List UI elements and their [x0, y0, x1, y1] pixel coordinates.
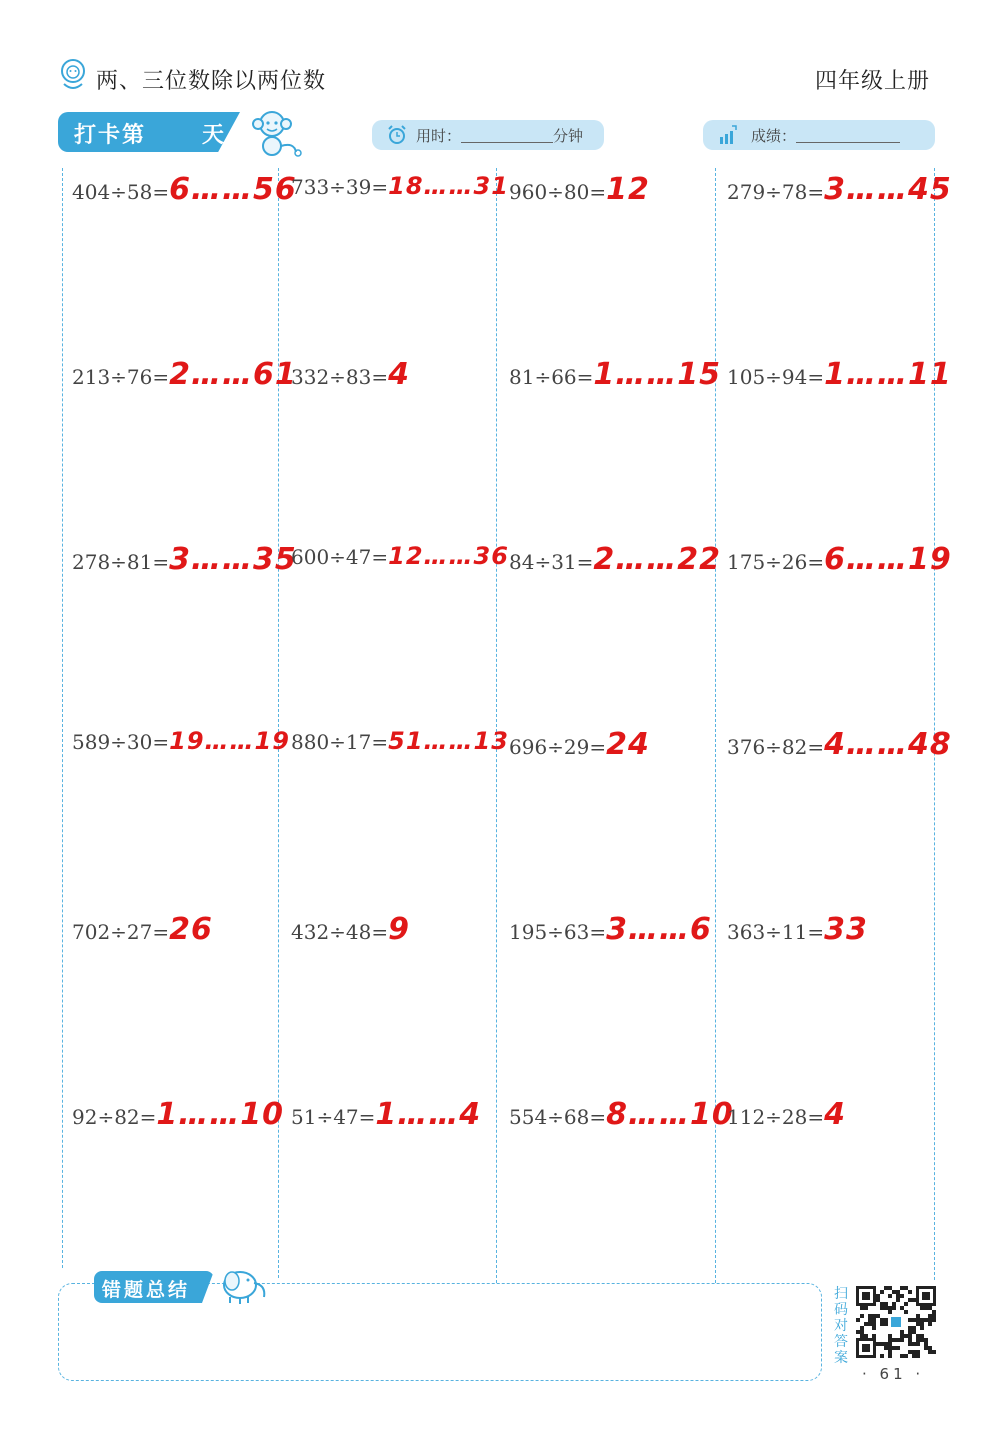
- problem-question: 960÷80=: [509, 180, 607, 204]
- problem-question: 363÷11=: [727, 920, 825, 944]
- problem-question: 404÷58=: [72, 180, 170, 204]
- handwritten-answer: 4: [824, 1097, 847, 1132]
- problem-item: [291, 542, 509, 570]
- problem-question: 81÷66=: [509, 365, 594, 389]
- handwritten-answer: 6……19: [824, 542, 952, 577]
- problem-item: [727, 1097, 846, 1132]
- problem-question: 51÷47=: [291, 1105, 376, 1129]
- handwritten-answer: 9: [388, 912, 411, 947]
- problem-question: 702÷27=: [72, 920, 170, 944]
- problem-item: [72, 727, 290, 755]
- handwritten-answer: 1……10: [156, 1097, 285, 1132]
- problem-item: [509, 727, 650, 762]
- handwritten-answer: 2……22: [593, 542, 722, 577]
- problem-question: 112÷28=: [727, 1105, 825, 1129]
- problem-question: 84÷31=: [509, 550, 594, 574]
- handwritten-answer: 4: [388, 357, 411, 392]
- problem-question: 213÷76=: [72, 365, 170, 389]
- checkin-day-suffix: 天: [202, 123, 225, 148]
- problem-item: [727, 172, 952, 207]
- problem-item: [509, 542, 721, 577]
- problem-question: 92÷82=: [72, 1105, 157, 1129]
- grid-divider: [934, 168, 935, 1280]
- handwritten-answer: 4……48: [824, 727, 952, 762]
- handwritten-answer: 24: [606, 727, 650, 762]
- problem-question: 279÷78=: [727, 180, 825, 204]
- problem-item: [291, 172, 509, 200]
- handwritten-answer: 19……19: [169, 727, 290, 755]
- problem-question: 332÷83=: [291, 365, 389, 389]
- handwritten-answer: 12……36: [388, 542, 509, 570]
- handwritten-answer: 3……45: [824, 172, 952, 207]
- handwritten-answer: 51……13: [388, 727, 509, 755]
- grid-divider: [62, 168, 63, 1268]
- problem-item: [509, 172, 650, 207]
- handwritten-answer: 1……15: [593, 357, 722, 392]
- qr-code-icon[interactable]: [856, 1286, 936, 1358]
- scan-answer-label: 扫码对答案: [834, 1286, 848, 1366]
- problem-item: [509, 912, 712, 947]
- time-unit: 分钟: [553, 126, 584, 145]
- monkey-mascot-icon: [246, 106, 306, 160]
- page-number: · 61 ·: [862, 1365, 925, 1383]
- problem-question: 733÷39=: [291, 175, 389, 199]
- page-title: 两、三位数除以两位数: [96, 69, 327, 94]
- problem-question: 600÷47=: [291, 545, 389, 569]
- problem-item: [291, 912, 410, 947]
- grade-label: 四年级上册: [814, 69, 930, 94]
- problem-item: [727, 542, 952, 577]
- problem-question: 278÷81=: [72, 550, 170, 574]
- score-blank[interactable]: [796, 127, 900, 143]
- score-field: [703, 120, 935, 150]
- problem-item: [72, 357, 297, 392]
- problem-item: [72, 542, 297, 577]
- time-field: [372, 120, 604, 150]
- handwritten-answer: 12: [606, 172, 650, 207]
- score-label: 成绩：: [751, 126, 797, 145]
- problem-item: [727, 357, 952, 392]
- problem-question: 589÷30=: [72, 730, 170, 754]
- score-chart-icon: [717, 124, 739, 146]
- handwritten-answer: 26: [169, 912, 213, 947]
- problem-question: 880÷17=: [291, 730, 389, 754]
- problem-item: [72, 1097, 284, 1132]
- problem-question: 105÷94=: [727, 365, 825, 389]
- handwritten-answer: 33: [824, 912, 868, 947]
- handwritten-answer: 3……35: [169, 542, 297, 577]
- handwritten-answer: 2……61: [169, 357, 297, 392]
- problem-item: [291, 357, 410, 392]
- handwritten-answer: 8……10: [606, 1097, 734, 1132]
- problem-question: 432÷48=: [291, 920, 389, 944]
- problem-question: 696÷29=: [509, 735, 607, 759]
- problem-item: [509, 357, 721, 392]
- problem-item: [291, 1097, 481, 1132]
- time-label: 用时：: [416, 126, 462, 145]
- handwritten-answer: 18……31: [388, 172, 509, 200]
- problem-item: [72, 912, 213, 947]
- problem-item: [291, 727, 509, 755]
- problem-question: 376÷82=: [727, 735, 825, 759]
- problem-item: [727, 727, 952, 762]
- problem-question: 554÷68=: [509, 1105, 607, 1129]
- handwritten-answer: 6……56: [169, 172, 297, 207]
- checkin-label: 打卡第: [74, 123, 147, 148]
- elephant-icon: [214, 1263, 270, 1305]
- problem-item: [727, 912, 868, 947]
- problem-question: 195÷63=: [509, 920, 607, 944]
- handwritten-answer: 1……4: [375, 1097, 482, 1132]
- handwritten-answer: 3……6: [606, 912, 712, 947]
- time-blank[interactable]: [461, 127, 553, 143]
- summary-label: 错题总结: [102, 1279, 191, 1301]
- grid-divider: [496, 168, 497, 1283]
- problem-item: [72, 172, 297, 207]
- problem-question: 175÷26=: [727, 550, 825, 574]
- alarm-clock-icon: [386, 124, 408, 146]
- lion-logo-icon: [58, 58, 88, 92]
- problem-item: [509, 1097, 734, 1132]
- handwritten-answer: 1……11: [824, 357, 952, 392]
